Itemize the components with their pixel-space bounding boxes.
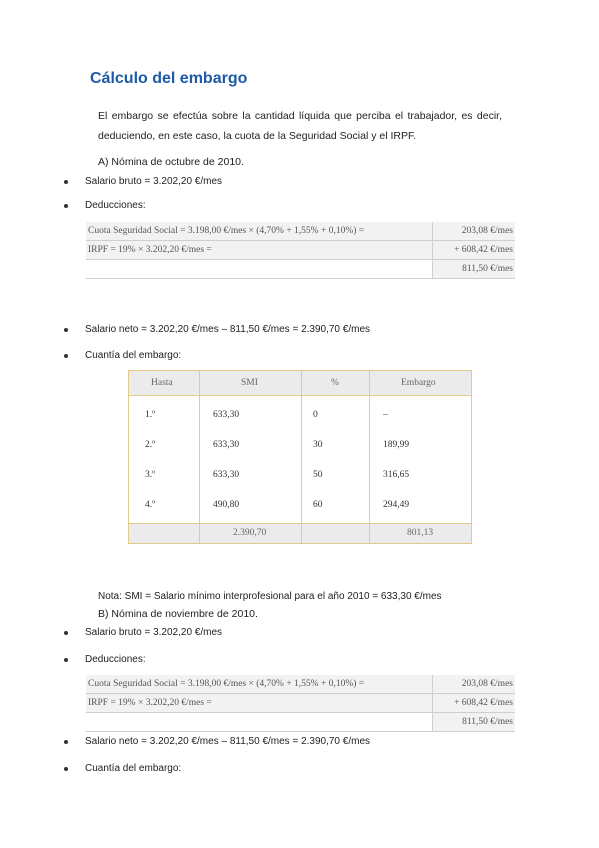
table-cell: 60 xyxy=(313,500,323,510)
divider xyxy=(199,371,200,543)
salario-bruto-text: Salario bruto = 3.202,20 €/mes xyxy=(85,627,223,638)
deductions-table xyxy=(86,222,515,279)
table-row xyxy=(86,241,515,260)
table-cell: 633,30 xyxy=(213,470,240,480)
column-header: SMI xyxy=(241,378,258,388)
salario-neto-text: Salario neto = 3.202,20 €/mes – 811,50 €/mes = 2.390,70 €/mes xyxy=(85,324,371,335)
table-cell: 1.º xyxy=(145,410,156,420)
deduction-label: Cuota Seguridad Social = 3.198,00 €/mes × (4,70% + 1,55% + 0,10%) = xyxy=(86,222,433,241)
table-cell: 0 xyxy=(313,410,318,420)
bullet-icon xyxy=(64,354,68,358)
total-embargo: 801,13 xyxy=(407,528,434,538)
deduction-label: IRPF = 19% × 3.202,20 €/mes = xyxy=(86,241,433,260)
list-item xyxy=(64,350,181,361)
bullet-icon xyxy=(64,180,68,184)
column-header: Embargo xyxy=(401,378,436,388)
table-cell: 490,80 xyxy=(213,500,240,510)
table-cell: 3.º xyxy=(145,470,156,480)
deduction-label: IRPF = 19% × 3.202,20 €/mes = xyxy=(86,694,433,713)
deduction-total: 811,50 €/mes xyxy=(433,260,516,279)
divider xyxy=(129,523,471,524)
bullet-icon xyxy=(64,204,68,208)
cuantia-text: Cuantía del embargo: xyxy=(85,350,182,361)
table-row xyxy=(86,675,515,694)
deduction-value: 203,08 €/mes xyxy=(433,675,516,694)
page-title: Cálculo del embargo xyxy=(90,70,248,87)
deductions-table xyxy=(86,675,515,732)
table-cell: 294,49 xyxy=(383,500,410,510)
deduction-label xyxy=(86,260,433,279)
section-b-heading: B) Nómina de noviembre de 2010. xyxy=(98,608,258,620)
table-row xyxy=(86,260,515,279)
table-cell: 189,99 xyxy=(383,440,410,450)
table-cell: 633,30 xyxy=(213,410,240,420)
bullet-icon xyxy=(64,740,68,744)
list-item xyxy=(64,654,146,665)
divider xyxy=(369,371,370,543)
list-item xyxy=(64,763,181,774)
table-row xyxy=(86,694,515,713)
column-header: Hasta xyxy=(151,378,173,388)
list-item xyxy=(64,176,222,187)
bullet-icon xyxy=(64,328,68,332)
salario-neto-text: Salario neto = 3.202,20 €/mes – 811,50 €/mes = 2.390,70 €/mes xyxy=(85,736,371,747)
table-cell: 4.º xyxy=(145,500,156,510)
table-row xyxy=(86,222,515,241)
deduction-label: Cuota Seguridad Social = 3.198,00 €/mes × (4,70% + 1,55% + 0,10%) = xyxy=(86,675,433,694)
deduction-value: 203,08 €/mes xyxy=(433,222,516,241)
salario-bruto-text: Salario bruto = 3.202,20 €/mes xyxy=(85,176,223,187)
bullet-icon xyxy=(64,631,68,635)
list-item xyxy=(64,736,370,747)
cuantia-text: Cuantía del embargo: xyxy=(85,763,182,774)
deduction-label xyxy=(86,713,433,732)
bullet-icon xyxy=(64,767,68,771)
bullet-icon xyxy=(64,658,68,662)
deducciones-text: Deducciones: xyxy=(85,654,146,665)
table-cell: 30 xyxy=(313,440,323,450)
intro-paragraph: El embargo se efectúa sobre la cantidad líquida que perciba el trabajador, es decir, deduciendo, en este caso, la cuota de la Seguridad Social y el IRPF. xyxy=(98,110,502,142)
divider xyxy=(301,371,302,543)
list-item xyxy=(64,627,222,638)
table-cell: – xyxy=(383,410,388,420)
list-item xyxy=(64,324,370,335)
column-header: % xyxy=(331,378,339,388)
deduction-value: + 608,42 €/mes xyxy=(433,694,516,713)
deduction-value: + 608,42 €/mes xyxy=(433,241,516,260)
table-row xyxy=(86,713,515,732)
embargo-table xyxy=(128,370,472,544)
deducciones-text: Deducciones: xyxy=(85,200,146,211)
list-item xyxy=(64,200,146,211)
table-cell: 2.º xyxy=(145,440,156,450)
table-cell: 316,65 xyxy=(383,470,410,480)
table-cell: 633,30 xyxy=(213,440,240,450)
note-text: Nota: SMI = Salario mínimo interprofesional para el año 2010 = 633,30 €/mes xyxy=(98,591,442,602)
total-smi: 2.390,70 xyxy=(233,528,267,538)
deduction-total: 811,50 €/mes xyxy=(433,713,516,732)
divider xyxy=(129,395,471,396)
section-a-heading: A) Nómina de octubre de 2010. xyxy=(98,156,244,168)
table-cell: 50 xyxy=(313,470,323,480)
